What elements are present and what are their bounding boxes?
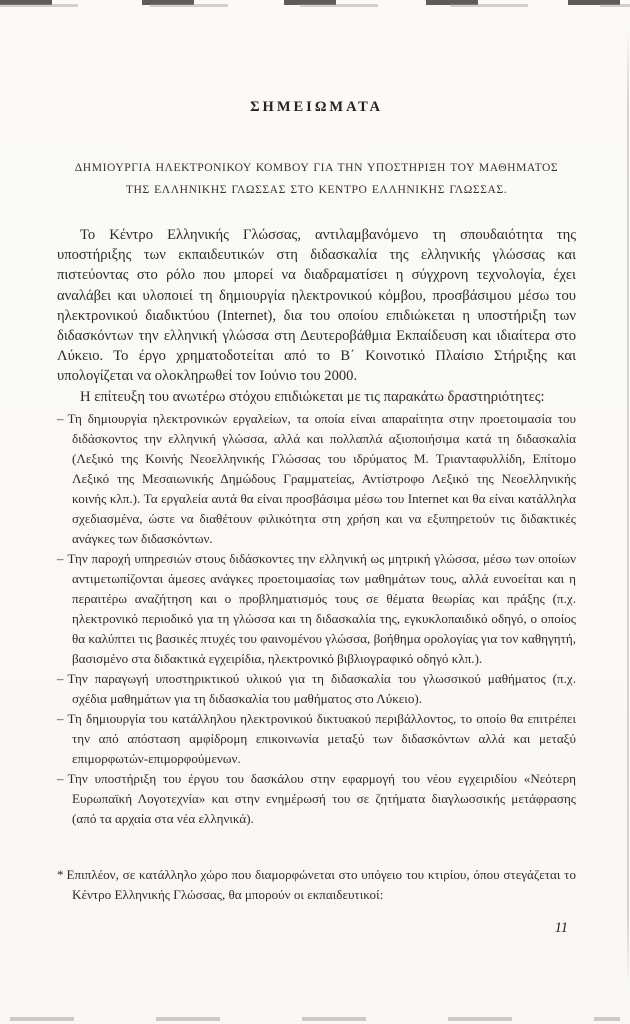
footnote-text: Επιπλέον, σε κατάλληλο χώρο που διαμορφώνεται στο υπόγειο του κτιρίου, όπου στεγάζεται το Κέντρο Ελληνικής Γλώσσας, θα μπορούν οι εκπαιδευτικοί: [66, 866, 576, 902]
scan-artifact-bottom [10, 1017, 620, 1021]
asterisk-footnote-marker: * [57, 866, 64, 882]
list-item [57, 669, 576, 709]
list-item-text: Την παροχή υπηρεσιών στους διδάσκοντες την ελληνική ως μητρική γλώσσα, μέσω των οποίων αντιμετωπίζονται άμεσες ανάγκες προετοιμασίας των μαθημάτων τους, αλλά ευνοείται και η περαιτέρω αναζήτηση και ο προβληματισμός τους σε θέματα θεωρίας και πράξης (π.χ. ηλεκτρονικό περιοδικό για τη γλώσσα και τη διδασκαλία της, εγκυκλοπαιδικό οδηγό, ο οποίος θα καλύπτει τις βασικές πτυχές του φαινομένου γλώσσα, βοήθημα ορολογίας για τον καθηγητή, βασισμένο στα διδακτικά εγχειρίδια, ηλεκτρονικό βιβλιογραφικό οδηγό κλπ.). [67, 550, 576, 666]
list-item [57, 769, 576, 829]
list-item [57, 409, 576, 549]
page-content [57, 0, 576, 905]
list-item-text: Την υποστήριξη του έργου του δασκάλου στην εφαρμογή του νέου εγχειριδίου «Νεότερη Ευρωπαϊκή Λογοτεχνία» και στην ενημέρωσή του σε ζητήματα διαγλωσσικής μετάφρασης (από τα αρχαία στα νέα ελληνικά). [67, 770, 576, 826]
dash-bullet-marker: – [57, 710, 64, 726]
section-title: ΣΗΜΕΙΩΜΑΤΑ [250, 99, 383, 115]
dash-bullet-marker: – [57, 770, 64, 786]
activity-list [57, 409, 576, 829]
scan-artifact-right-edge [627, 28, 629, 988]
dash-bullet-marker: – [57, 550, 64, 566]
paragraph-activities-lead: Η επίτευξη του ανωτέρω στόχου επιδιώκεται με τις παρακάτω δραστηριότητες: [80, 388, 545, 405]
dash-bullet-marker: – [57, 670, 64, 686]
article-heading [57, 157, 576, 201]
list-item [57, 549, 576, 669]
list-item-text: Την παραγωγή υποστηρικτικού υλικού για τη διδασκαλία του γλωσσικού μαθήματος (π.χ. σχέδια μαθημάτων για τη διδασκαλία του μαθήματος στο Λύκειο). [67, 670, 576, 706]
article-heading-line2: ΤΗΣ ΕΛΛΗΝΙΚΗΣ ΓΛΩΣΣΑΣ ΣΤΟ ΚΕΝΤΡΟ ΕΛΛΗΝΙΚΗΣ ΓΛΩΣΣΑΣ. [125, 183, 508, 196]
list-item [57, 709, 576, 769]
article-heading-line1: ΔΗΜΙΟΥΡΓΙΑ ΗΛΕΚΤΡΟΝΙΚΟΥ ΚΟΜΒΟΥ ΓΙΑ ΤΗΝ ΥΠΟΣΤΗΡΙΞΗ ΤΟΥ ΜΑΘΗΜΑΤΟΣ [74, 161, 559, 174]
footnote [57, 865, 576, 905]
dash-bullet-marker: – [57, 410, 64, 426]
page-number: 11 [554, 920, 568, 936]
paragraph-intro: Το Κέντρο Ελληνικής Γλώσσας, αντιλαμβανόμενο τη σπουδαιότητα της υποστήριξης των εκπαιδευτικών στη διδασκαλία της ελληνικής γλώσσας και πιστεύοντας στο ρόλο που μπορεί να διαδραματίσει η σύγχρονη τεχνολογία, έχει αναλάβει και υλοποιεί τη δημιουργία ηλεκτρονικού κόμβου, προσβάσιμου μέσω του ηλεκτρονικού διαδικτύου (Internet), δια του οποίου επιδιώκεται η υποστήριξη των διδασκόντων την ελληνική γλώσσα στη Δευτεροβάθμια Εκπαίδευση και ιδιαίτερα στο Λύκειο. Το έργο χρηματοδοτείται από το Β΄ Κοινοτικό Πλαίσιο Στήριξης και υπολογίζεται να ολοκληρωθεί τον Ιούνιο του 2000. [57, 227, 576, 385]
list-item-text: Τη δημιουργία ηλεκτρονικών εργαλείων, τα οποία είναι απαραίτητα στην προετοιμασία του διδάσκοντος την ελληνική γλώσσα, αλλά και πολλαπλά αξιοποιήσιμα κατά τη διδασκαλία (Λεξικό της Κοινής Νεοελληνικής Γλώσσας του ιδρύματος Μ. Τριανταφυλλίδη, Επίτομο Λεξικό της Μεσαιωνικής Δημώδους Γραμματείας, Αντίστροφο Λεξικό της Νεοελληνικής κοινής κλπ.). Τα εργαλεία αυτά θα είναι προσβάσιμα μέσω του Internet και θα είναι κατάλληλα σχεδιασμένα, ώστε να διαθέτουν φιλικότητα στη χρήση και να εξυπηρετούν τις διδακτικές ανάγκες των διδασκόντων. [67, 410, 576, 546]
article-body [57, 225, 576, 407]
list-item-text: Τη δημιουργία του κατάλληλου ηλεκτρονικού δικτυακού περιβάλλοντος, το οποίο θα επιτρέπει την από απόσταση αμφίδρομη επικοινωνία μεταξύ των διδασκόντων αλλά και μεταξύ επιμορφωτών-επιμορφούμενων. [67, 710, 576, 766]
